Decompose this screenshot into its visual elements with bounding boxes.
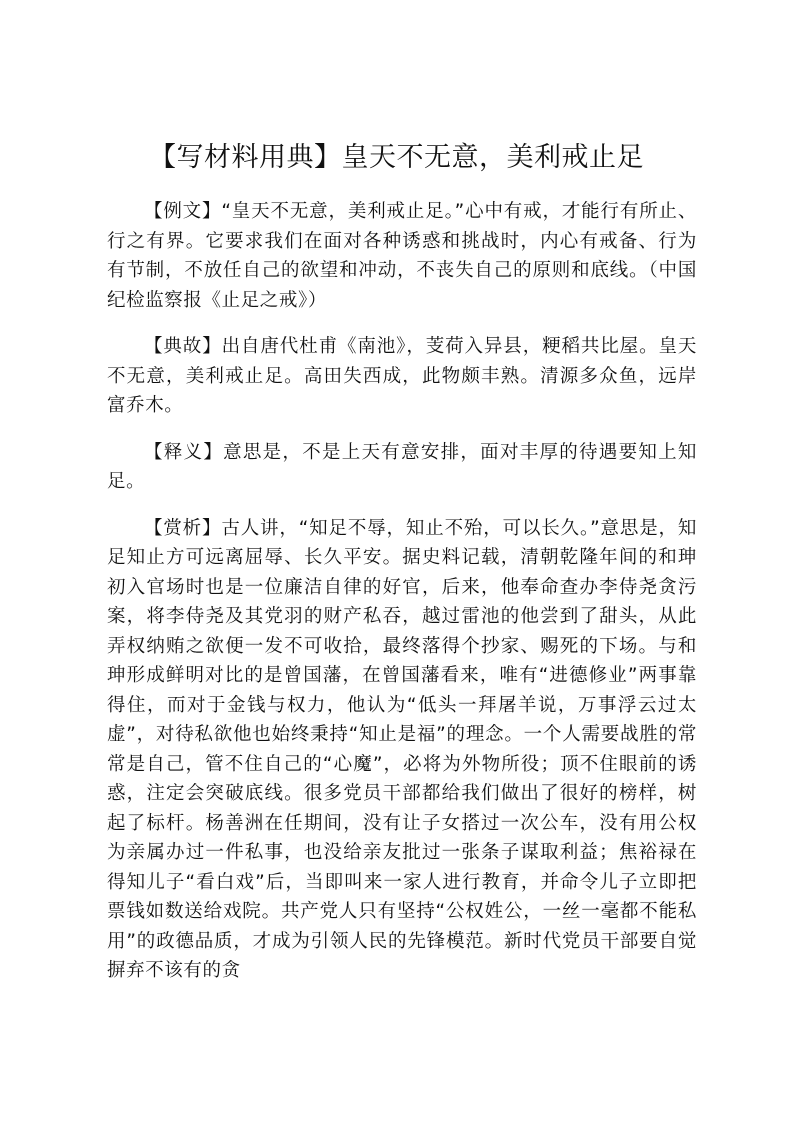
paragraph-example (107, 197, 697, 315)
paragraph-tag: 【典故】 (144, 336, 222, 357)
paragraph-tag: 【释义】 (144, 441, 224, 463)
paragraph-text: 古人讲，“知足不辱，知止不殆，可以长久。”意思是，知足知止方可远离屈辱、长久平安。据史料记载，清朝乾隆年间的和珅初入官场时也是一位廉洁自律的好官，后来，他奉命查办李侍尧贪污案，将李侍尧及其党羽的财产私吞，越过雷池的他尝到了甜头，从此弄权纳贿之欲便一发不可收拾，最终落得个抄家、赐死的下场。与和珅形成鲜明对比的是曾国藩，在曾国藩看来，唯有“进德修业”两事靠得住，而对于金钱与权力，他认为“低头一拜屠羊说，万事浮云过太虚”，对待私欲他也始终秉持“知止是福”的理念。一个人需要战胜的常常是自己，管不住自己的“心魔”，必将为外物所役；顶不住眼前的诱惑，注定会突破底线。很多党员干部都给我们做出了很好的榜样，树起了标杆。杨善洲在任期间，没有让子女搭过一次公车，没有用公权为亲属办过一件私事，也没给亲友批过一张条子谋取利益；焦裕禄在得知儿子“看白戏”后，当即叫来一家人进行教育，并命令儿子立即把票钱如数送给戏院。共产党人只有坚持“公权姓公，一丝一毫都不能私用”的政德品质，才成为引领人民的先锋模范。新时代党员干部要自觉摒弃不该有的贪 (107, 517, 697, 981)
paragraph-tag: 【赏析】 (144, 517, 222, 539)
paragraph-text: 意思是，不是上天有意安排，面对丰厚的待遇要知上知足。 (107, 441, 698, 492)
paragraph-text: 出自唐代杜甫《南池》，芰荷入异县，粳稻共比屋。皇天不无意，美利戒止足。高田失西成，此物颇丰熟。清源多众鱼，远岸富乔木。 (107, 336, 697, 416)
paragraph-tag: 【例文】 (144, 201, 222, 222)
paragraph-text: “皇天不无意，美利戒止足。”心中有戒，才能行有所止、行之有界。它要求我们在面对各种诱惑和挑战时，内心有戒备、行为有节制，不放任自己的欲望和冲动，不丧失自己的原则和底线。（中国纪检监察报《止足之戒》） (107, 201, 697, 311)
paragraph-appreciation (107, 514, 697, 986)
document-body (107, 197, 697, 1003)
page-title: 【写材料用典】皇天不无意，美利戒止足 (149, 142, 644, 173)
paragraph-interpretation (107, 438, 697, 497)
paragraph-allusion (107, 332, 697, 421)
